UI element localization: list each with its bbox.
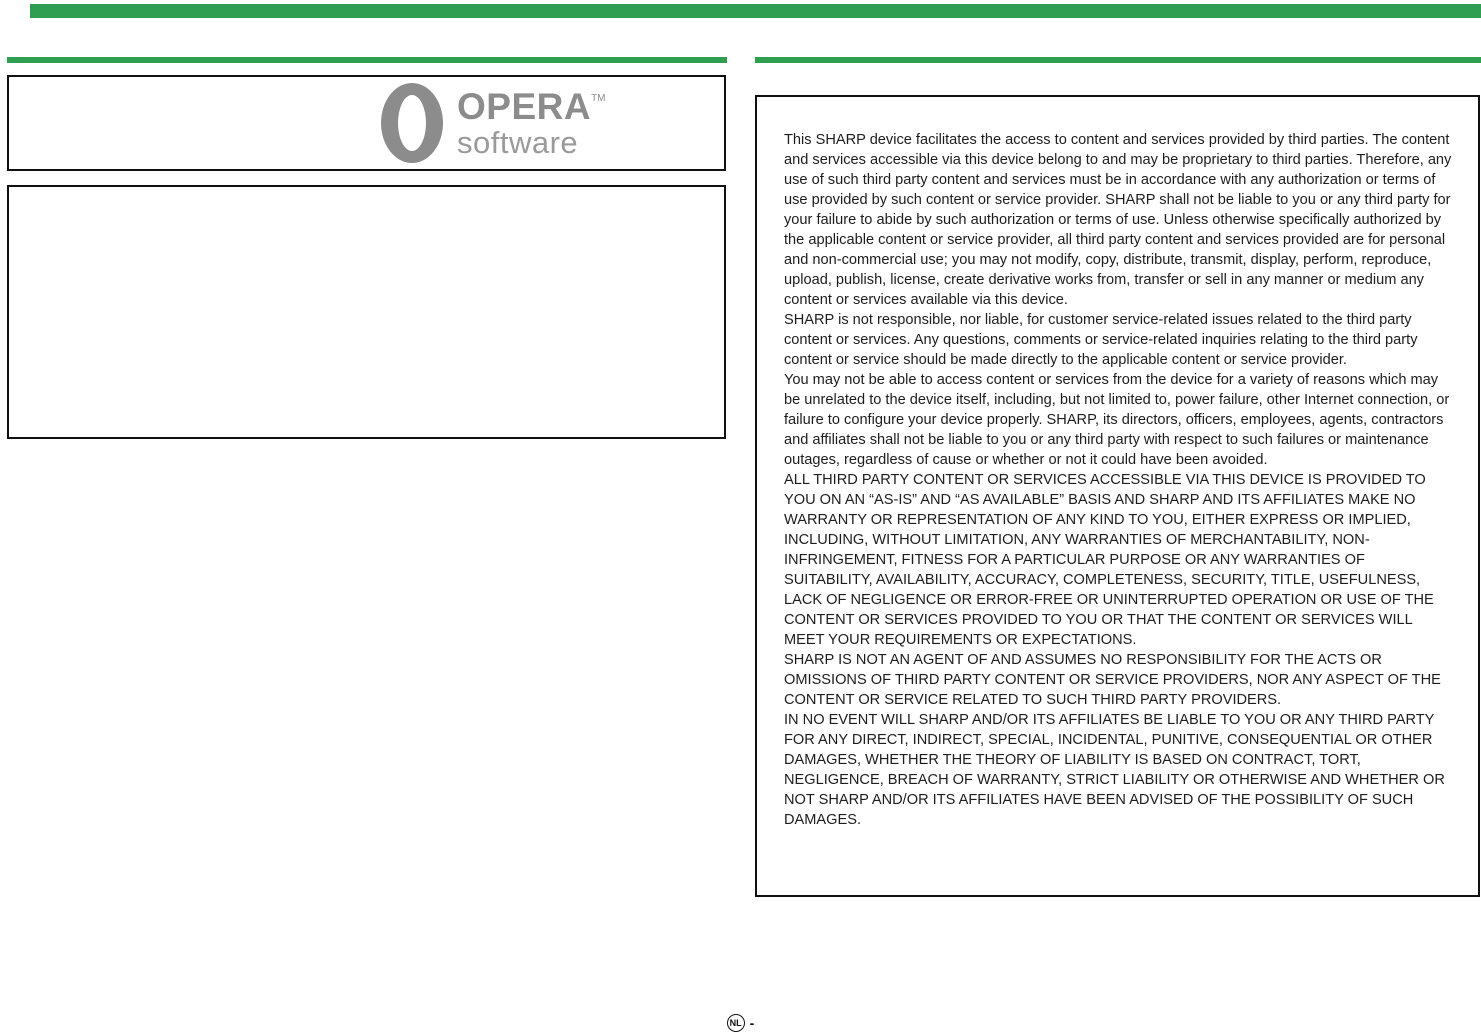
top-green-bar <box>30 4 1481 18</box>
opera-logo-name <box>457 88 606 125</box>
sharp-disclaimer-box <box>755 95 1480 897</box>
disclaimer-paragraph: IN NO EVENT WILL SHARP AND/OR ITS AFFILIATES BE LIABLE TO YOU OR ANY THIRD PARTY FOR ANY DIRECT, INDIRECT, SPECIAL, INCIDENTAL, PUNITIVE, CONSEQUENTIAL OR OTHER DAMAGES, WHETHER THE THEORY OF LIABILITY IS BASED ON CONTRACT, TORT, NEGLIGENCE, BREACH OF WARRANTY, STRICT LIABILITY OR OTHERWISE AND WHETHER OR NOT SHARP AND/OR ITS AFFILIATES HAVE BEEN ADVISED OF THE POSSIBILITY OF SUCH DAMAGES. <box>784 712 1445 828</box>
right-column-green-rule <box>755 57 1481 63</box>
disclaimer-paragraph: You may not be able to access content or services from the device for a variety of reasons which may be unrelated to the device itself, including, but not limited to, power failure, other Internet connection, or failure to configure your device properly. SHARP, its directors, officers, employees, agents, contractors and affiliates shall not be liable to you or any third party with respect to such failures or maintenance outages, regardless of cause or whether or not it could have been avoided. <box>784 372 1450 468</box>
sharp-disclaimer-text <box>757 97 1478 850</box>
disclaimer-paragraph: This SHARP device facilitates the access to content and services provided by third parties. The content and services accessible via this device belong to and may be proprietary to third parties. Therefore, any use of such third party content and services must be in accordance with any authorization or terms of use provided by such content or service provider. SHARP shall not be liable to you or any third party for your failure to abide by such authorization or terms of use. Unless otherwise specifically authorized by the applicable content or service provider, all third party content and services provided are for personal and non-commercial use; you may not modify, copy, distribute, transmit, display, perform, reproduce, upload, publish, license, create derivative works from, transfer or sell in any manner or medium any content or services available via this device. <box>784 132 1452 308</box>
left-column-green-rule <box>7 57 727 63</box>
opera-software-logo <box>381 83 606 163</box>
disclaimer-paragraph: SHARP is not responsible, nor liable, for customer service-related issues related to the third party content or services. Any questions, comments or service-related inquiries relating to the third party content or service should be made directly to the applicable content or service provider. <box>784 312 1418 368</box>
opera-logo-subtitle: software <box>457 125 579 160</box>
opera-logo-text <box>457 88 606 158</box>
opera-logo-box <box>7 75 726 171</box>
footer-page-marker <box>727 1014 755 1032</box>
footer-dash: - <box>749 1015 755 1031</box>
disclaimer-paragraph: ALL THIRD PARTY CONTENT OR SERVICES ACCESSIBLE VIA THIS DEVICE IS PROVIDED TO YOU ON AN “AS-IS” AND “AS AVAILABLE” BASIS AND SHARP AND ITS AFFILIATES MAKE NO WARRANTY OR REPRESENTATION OF ANY KIND TO YOU, EITHER EXPRESS OR IMPLIED, INCLUDING, WITHOUT LIMITATION, ANY WARRANTIES OF MERCHANTABILITY, NON-INFRINGEMENT, FITNESS FOR A PARTICULAR PURPOSE OR ANY WARRANTIES OF SUITABILITY, AVAILABILITY, ACCURACY, COMPLETENESS, SECURITY, TITLE, USEFULNESS, LACK OF NEGLIGENCE OR ERROR-FREE OR UNINTERRUPTED OPERATION OR USE OF THE CONTENT OR SERVICES PROVIDED TO YOU OR THAT THE CONTENT OR SERVICES WILL MEET YOUR REQUIREMENTS OR EXPECTATIONS. <box>784 472 1434 648</box>
opera-wordmark: OPERA <box>457 86 592 127</box>
opera-o-icon <box>381 83 443 163</box>
empty-content-box <box>7 185 726 439</box>
disclaimer-paragraph: SHARP IS NOT AN AGENT OF AND ASSUMES NO RESPONSIBILITY FOR THE ACTS OR OMISSIONS OF THIRD PARTY CONTENT OR SERVICE PROVIDERS, NOR ANY ASPECT OF THE CONTENT OR SERVICE RELATED TO SUCH THIRD PARTY PROVIDERS. <box>784 652 1441 708</box>
opera-trademark-symbol: TM <box>591 93 606 104</box>
page-footer <box>0 1013 1481 1032</box>
nl-region-icon: NL <box>727 1014 745 1032</box>
